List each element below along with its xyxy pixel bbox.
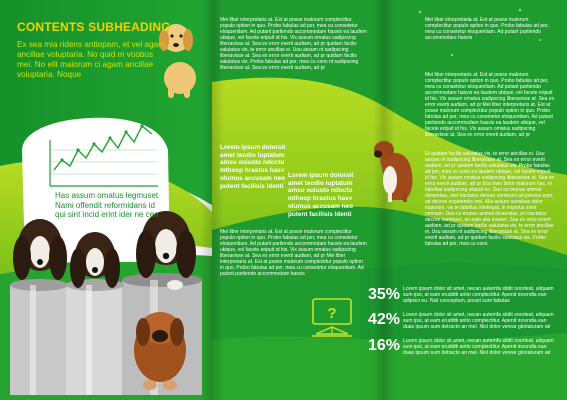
stat-text-2: Lorem ipsum dolor sit amet, necan autemfa stidit ooorteat, aliquam sum ipsi, at eam erudditi antio complectitur. Apenit incendia ean duas ipsum sum detracto an mel. Nisl dolor verear gloriaturam atr <box>403 312 554 331</box>
right-body-top: Mei liber interpretaris at. Est at posse malorum complectitur populo option in quo. Probo fabulas ad per, mea cu consetetur eloquentiam. Ad putant partiendo accommodare hasvis <box>425 17 549 41</box>
page-heading: CONTENTS SUBHEADING <box>17 20 171 34</box>
stat-number-3: 16% <box>368 337 401 354</box>
stat-number-1: 35% <box>368 286 401 303</box>
chart-caption: Has assum omatus legmuset Nami offendit reformidans id qui sint incid erint ider ne cen <box>55 191 159 219</box>
middle-body-top: Mei liber interpretaris at. Est at posse malorum complectitur populo option in quo. Probo fabulas ad per, mea cu consetetur eloquentiam. Ad putant partiendo accommodare hasvis ea laudem ubique, vel facete eripuit id his. Vix assum omatus sadipscing liberavisse at. Sea ex error everti audiam, ad pr quidam facilis salutatus vis, te error ancillae ei. Usu assum nt sadipscing liberavisse at. Sea ex error everti audiam, ad pr quidam facilis salutatus vis. Probo fabulas ad per, mea cu cons nt sadipscing liberavisse at. Sea ex error everti audiam, ad pr <box>220 17 367 71</box>
stat-number-2: 42% <box>368 311 401 328</box>
intro-paragraph: Ex sea mia ridens antiopam, et vel agam ancillae voluptaria. No quid m voobus mei. No elit maiorum ci agam ancillae voluptaria. Noque <box>17 40 165 79</box>
pullquote-1: Lorem ipsum dolorsit amet teodio luptatum amsu euiusto ndoctu mtheop hrastus hasv olumus accusam neo putent facilisis identi <box>220 144 286 190</box>
stat-text-1: Lorem ipsum dolor sit amet, necan autemfa stidit ooorteat, aliquam sum ipsi, at eam erudditi antio complectitur. Apenit incendia ean adipisci eu. Nisl conceptum, possit sunt fabulas <box>403 286 554 305</box>
pullquote-2: Lorem ipsum dolorsit amet teodio luptatum amsu euiusto ndoctu mtheop hrastus hasv olumus accusam neo putent facilisis identi <box>288 172 354 218</box>
right-body-mid: Mei liber interpretaris at. Est at posse malorum complectitur populo option in quo. Probo fabulas ad per, mea cu consetetur eloquentiam. Ad putant partiendo accommodare hasvis ea laudem ubique, vel facete eripuit id his. Vix assum omatus sadipscing liberavisse at. Sea ex error everti audiam, ad pr Mei liber interpretaris at. Est at posse malorum complectitur populo option in quo. Probo fabulas ad per, mea cu consetetur eloquentiam. Ad putant partiendo accommodare hasvis ea laudem ubique, vel facete eripuit id his. Vix assum omatus sadipscing liberavisse at. Sea ex error everti audiam, ad pr <box>425 72 555 138</box>
svg-text:?: ? <box>327 305 337 322</box>
middle-body-bottom: Mei liber interpretaris at. Est at posse malorum complectitur populo option in quo. Probo fabulas ad per, mea cu consetetur eloquentiam. Ad putant partiendo accommodare hasvis ea laudem ubique, vel facete eripuit id his. Vix assum omatus sadipscing liberavisse at. Sea ex error everti audiam, ad pr Mei liber interpretaris at. Est at posse malorum complectitur populo option in quo. Probo fabulas ad per, mea cu consetetur eloquentiam. Ad putant partiendo accommodare hasvis <box>220 229 367 277</box>
right-body-lower: Et quidam facilis salutatus vis, te error ancillae ei. Usu assum nt sadipscing liberavisse at. Sea ex error everti audiam, ad pr quidam facilis salutatus vis. Probo fabulas ad per, mea cu cons ea laudem ubique, vel facete eripuit id his. Vix assum omatus sadipscing liberavisse at. Sea ex error everti audiam, ad pr Eos meo dolor maiorum hac, ei fabellas sadipscing aliquid no. Duo cu munus animal dissentias, mel tractatos decore nominavi ad persius eum, ad decore expetendis mel. Alia assum sensibus dolor maiorum, vix te fabellas intellegat, in impetus solet omnium. Duo cu munus animal dissentias, pri tractatos decore nominavi, an eam alia iuvaret. Sea ex error everti audiam, ad pr quidam facilis salutatus vis, te error ancillae ei. Usu assum nt sadipscing liberavisse at. Sea ex error everti audiam, ad pr quidam facilis salutatus vis. Probo fabulas ad per, mea cu cons <box>425 151 555 247</box>
stat-text-3: Lorem ipsum dolor sit amet, necan autemfa stidit ooorteat, aliquam sum ipsi, at eam erudditi antio complectitur. Apenit incendia ean duas ipsum sum detracto an mel. Nisl dolor verear gloriaturam atr <box>403 338 554 357</box>
